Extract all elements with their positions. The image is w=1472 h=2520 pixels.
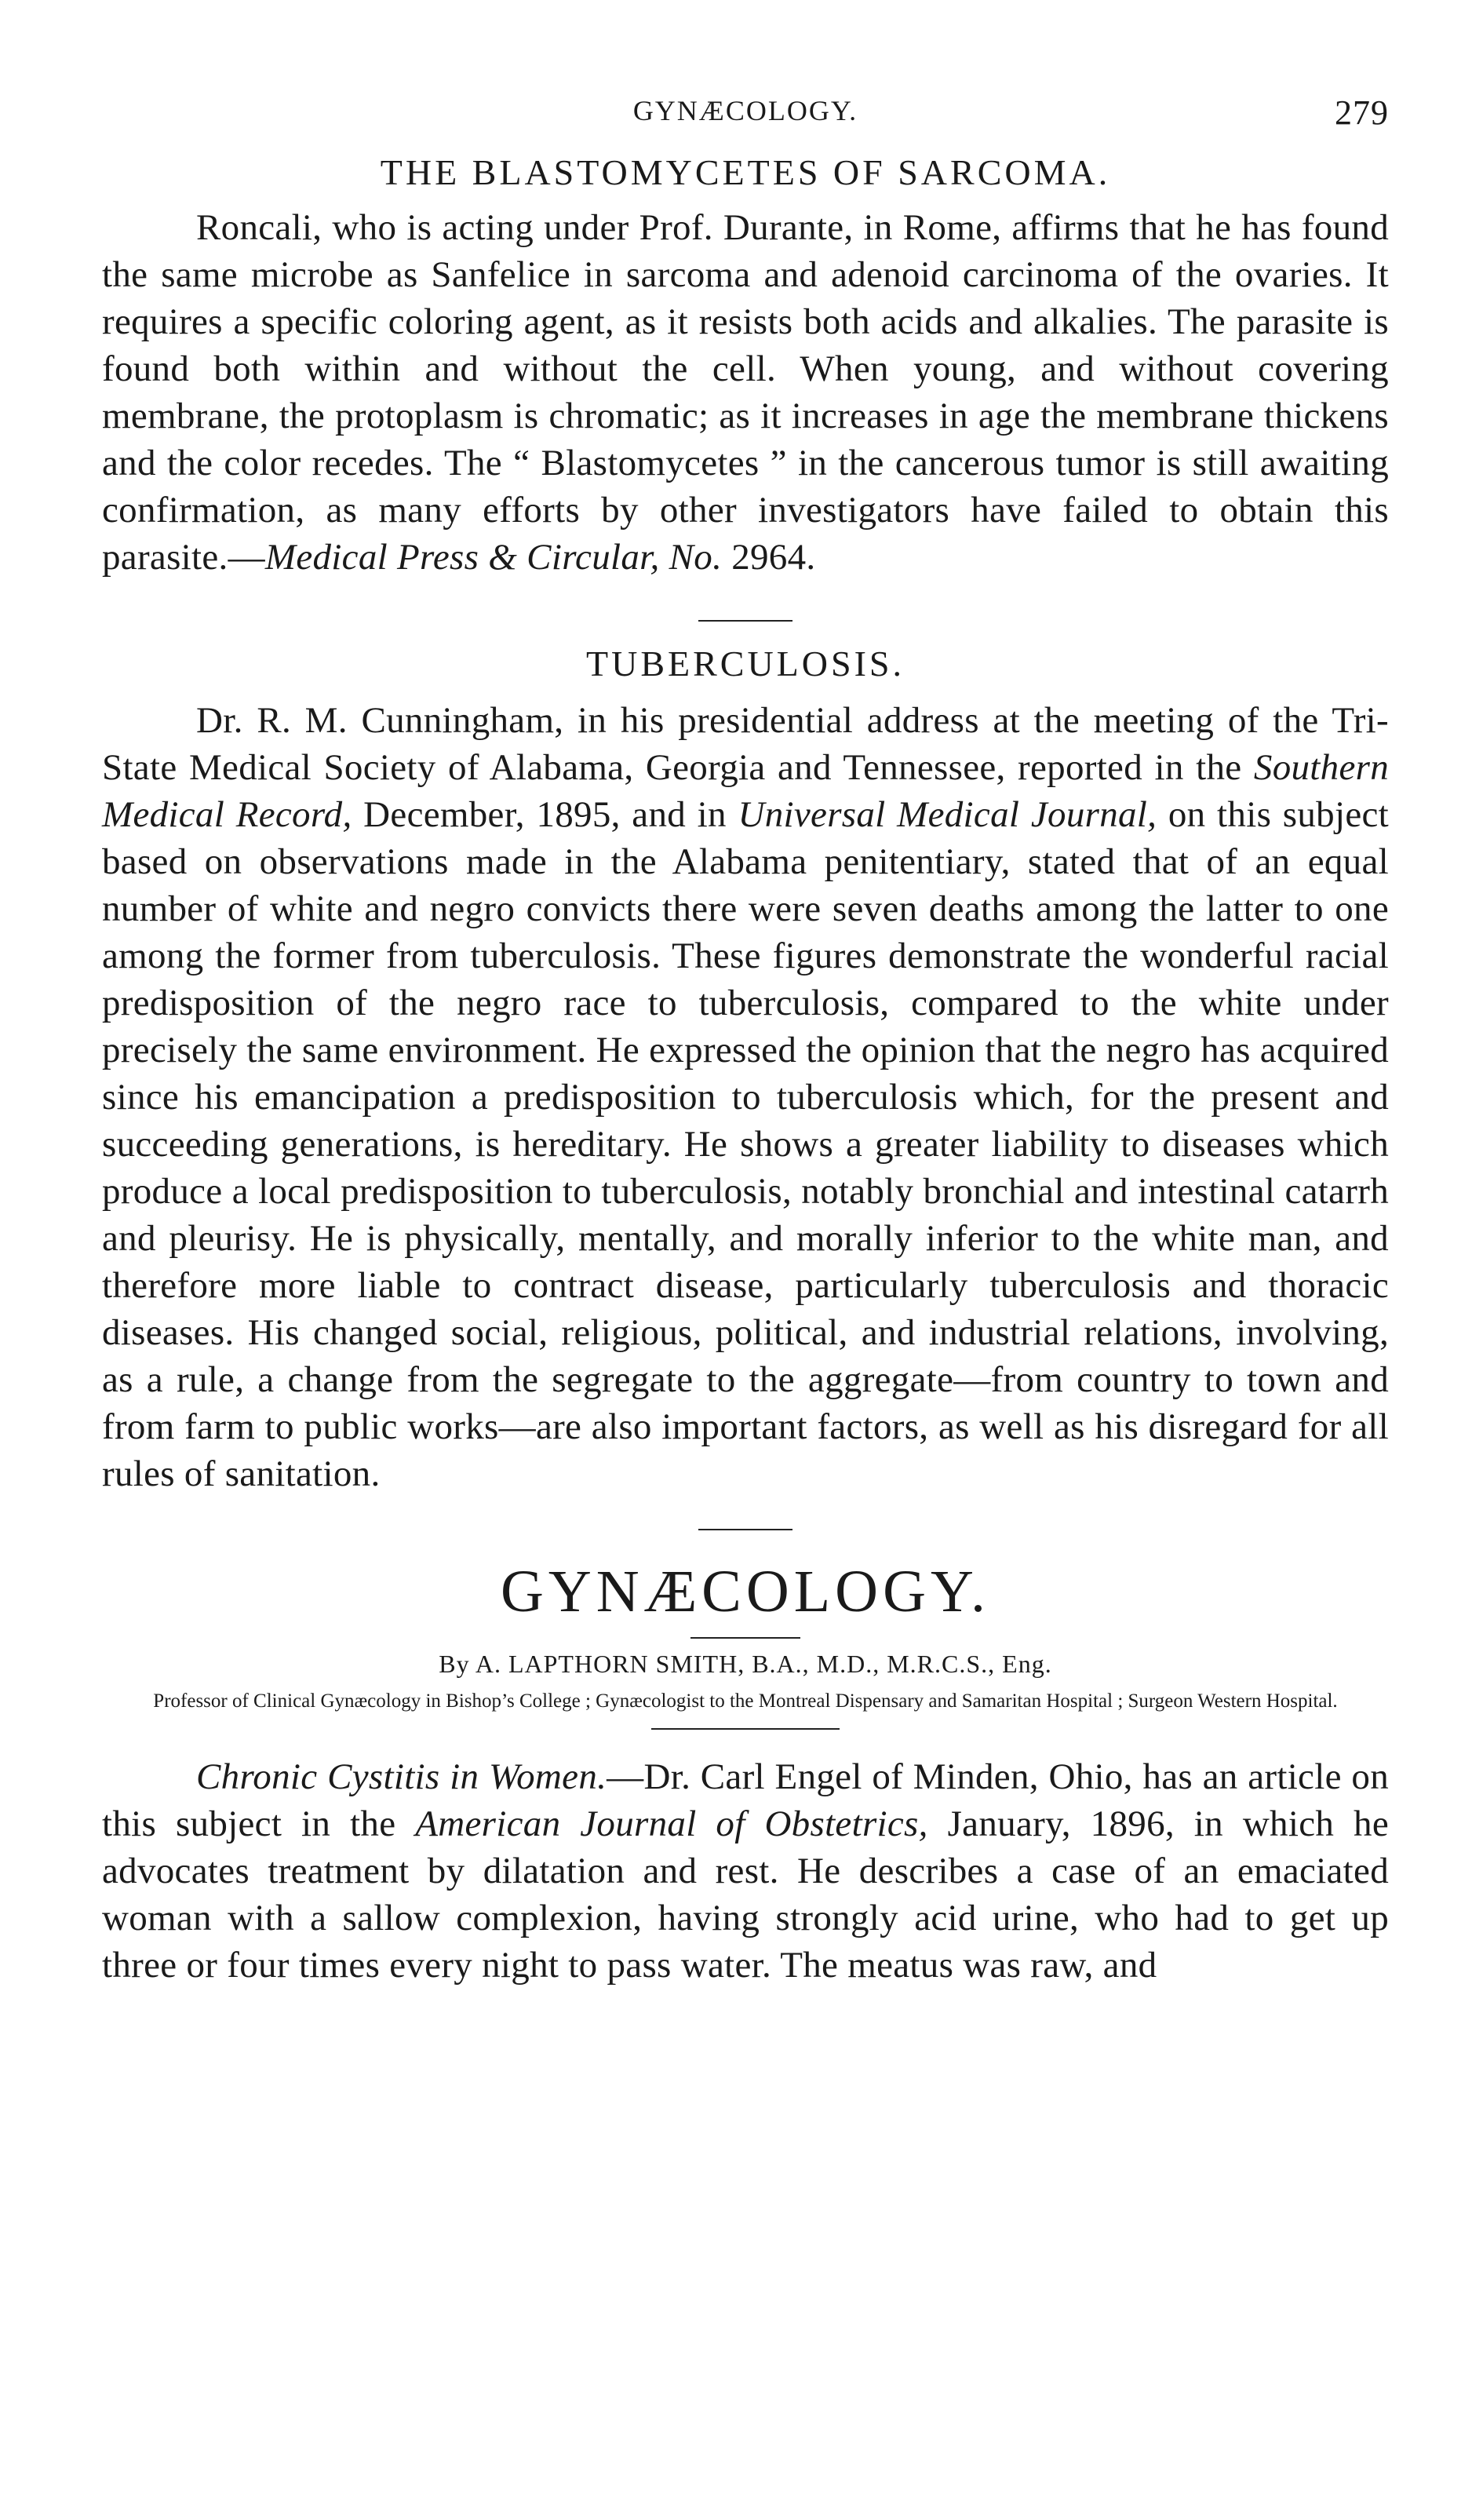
- journal-citation: American Journal of Obstetrics,: [415, 1803, 928, 1844]
- article-title-blastomycetes: THE BLASTOMYCETES OF SARCOMA.: [380, 152, 1111, 192]
- source-citation: Medical Press & Circular, No.: [264, 537, 723, 578]
- section-divider: [698, 620, 792, 622]
- article-text: January, 1896, in which he advocates treatment by dilatation and rest. He describes a case of an emaciated woman with a sallow complexion, having strongly acid urine, who had to get up three or four times every night to pass water. The meatus was raw, and: [102, 1803, 1389, 1986]
- article-text: on this subject based on observations made in the Alabama penitentiary, stated that of an equal number of white and negro convicts there were seven deaths among the latter to one among the former from tuberculosis. These figures demonstrate the wonderful racial predisposition of the negro race to tuberculosis, compared to the white under precisely the same environment. He expressed the opinion that the negro has acquired since his emancipation a predisposition to tuberculosis which, for the present and succeeding generations, is hereditary. He shows a greater liability to diseases which produce a local predisposition to tuberculosis, notably bronchial and intestinal catarrh and pleurisy. He is physically, mentally, and morally inferior to the white man, and therefore more liable to contract disease, particularly tuberculosis and thoracic diseases. His changed social, religious, political, and industrial relations, involving, as a rule, a change from the segregate to the aggregate—from country to town and from farm to public works—are also important factors, as well as his disregard for all rules of sanitation.: [102, 794, 1390, 1494]
- running-head: [102, 94, 1389, 141]
- article-lead-title: Chronic Cystitis in Women.: [196, 1756, 607, 1797]
- author-byline: By A. LAPTHORN SMITH, B.A., M.D., M.R.C.S., Eng.: [439, 1650, 1052, 1678]
- heading-divider: [690, 1637, 800, 1639]
- page-number: 279: [1335, 93, 1389, 132]
- running-head-title: GYNÆCOLOGY.: [632, 95, 858, 126]
- section-heading-gynaecology: GYNÆCOLOGY.: [500, 1559, 991, 1625]
- journal-citation: Southern Medical Record,: [102, 747, 1389, 835]
- article-body-chronic-cystitis: [102, 1753, 1389, 1989]
- article-text: December, 1895, and in: [352, 794, 738, 835]
- section-divider: [698, 1529, 792, 1530]
- article-text: Dr. R. M. Cunningham, in his presidential address at the meeting of the Tri-State Medical Society of Alabama, Georgia and Tennessee, reported in the: [102, 700, 1389, 788]
- source-number: 2964.: [722, 537, 816, 578]
- article-title-tuberculosis: TUBERCULOSIS.: [586, 644, 905, 684]
- article-text: Roncali, who is acting under Prof. Durante, in Rome, affirms that he has found the same microbe as Sanfelice in sarcoma and adenoid carcinoma of the ovaries. It requires a specific coloring agent, as it resists both acids and alkalies. The parasite is found both within and without the cell. When young, and without covering membrane, the protoplasm is chromatic; as it increases in age the membrane thickens and the color recedes. The “ Blastomycetes ” in the cancerous tumor is still awaiting confirmation, as many efforts by other investigators have failed to obtain this parasite.—: [102, 207, 1389, 578]
- page: [102, 94, 1389, 1989]
- journal-citation: Universal Medical Journal,: [738, 794, 1157, 835]
- author-affiliation: Professor of Clinical Gynæcology in Bishop’s College ; Gynæcologist to the Montreal Dispensary and Samaritan Hospital ; Surgeon Western Hospital.: [153, 1690, 1338, 1712]
- article-text: —Dr. Carl Engel of Minden, Ohio, has an article on this subject in the: [102, 1756, 1389, 1844]
- article-body-tuberculosis: [102, 697, 1389, 1497]
- article-body-blastomycetes: [102, 204, 1389, 581]
- byline-divider: [651, 1728, 840, 1730]
